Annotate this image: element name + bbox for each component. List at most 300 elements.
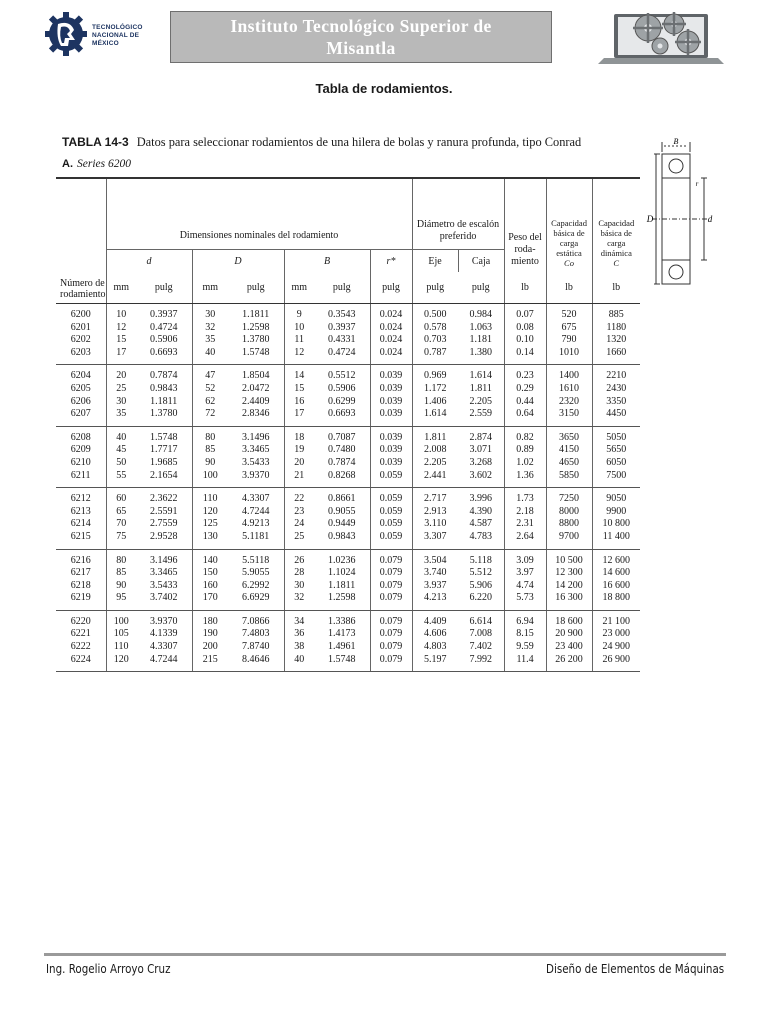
table-cell: 1.5748 (314, 654, 370, 672)
table-row (56, 334, 640, 347)
table-cell: 11 400 (592, 531, 640, 549)
table-cell: 85 (106, 567, 136, 580)
table-cell: 4.783 (458, 531, 504, 549)
table-cell: 1010 (546, 347, 592, 365)
table-row (56, 531, 640, 549)
footer-course: Diseño de Elementos de Máquinas (545, 962, 724, 976)
table-cell: 885 (592, 304, 640, 322)
table-cell: 32 (192, 322, 228, 335)
table-cell: 7.4803 (242, 628, 270, 640)
table-cell: 4.409 (412, 610, 458, 628)
bearing-number-cell: 6201 (70, 321, 91, 333)
table-cell: 0.787 (412, 347, 458, 365)
table-cell: 0.969 (412, 365, 458, 383)
table-cell: 0.9055 (328, 505, 356, 517)
table-cell: 60 (106, 488, 136, 506)
table-cell: 12 (106, 322, 136, 335)
col-eje: Eje (412, 250, 458, 273)
table-cell: 85 (192, 444, 228, 457)
table-row (56, 518, 640, 531)
table-cell: 3.937 (412, 580, 458, 593)
table-cell: 0.8661 (328, 493, 356, 505)
unit-cell: pulg (458, 272, 504, 304)
table-cell: 72 (192, 408, 228, 426)
table-cell: 0.3543 (328, 309, 356, 320)
table-cell: 125 (192, 518, 228, 531)
table-row (56, 365, 640, 383)
table-cell: 0.23 (504, 365, 546, 383)
bearing-number-cell: 6224 (56, 654, 106, 672)
table-cell: 3.5433 (242, 456, 270, 468)
table-cell: 30 (106, 396, 136, 409)
table-cell: 0.079 (370, 641, 412, 654)
table-cell: 34 (284, 610, 314, 628)
table-cell: 0.7874 (150, 370, 178, 382)
table-cell: 1.1811 (328, 579, 356, 591)
table-cell: 3.602 (458, 470, 504, 488)
table-cell: 24 (284, 518, 314, 531)
diagram-label-d: d (707, 214, 713, 224)
table-cell: 3150 (546, 408, 592, 426)
table-cell: 1400 (546, 365, 592, 383)
table-cell: 790 (546, 334, 592, 347)
table-row (56, 549, 640, 567)
table-cell: 5.9055 (242, 567, 270, 579)
table-cell: 0.024 (370, 347, 412, 365)
table-cell: 0.89 (504, 444, 546, 457)
table-cell: 24 900 (592, 641, 640, 654)
table-cell: 150 (192, 567, 228, 580)
table-cell: 190 (192, 628, 228, 641)
table-cell: 20 900 (546, 628, 592, 641)
diagram-label-D: D (646, 214, 654, 224)
table-cell: 9050 (592, 488, 640, 506)
logo-text: TECNOLÓGICO NACIONAL DE MÉXICO (92, 24, 143, 47)
table-cell: 0.500 (412, 304, 458, 322)
unit-cell: pulg (314, 272, 370, 304)
table-cell: 0.059 (370, 488, 412, 506)
table-cell: 1.063 (469, 321, 493, 333)
table-cell: 215 (192, 654, 228, 672)
table-cell: 3.504 (412, 549, 458, 567)
bearing-number-cell: 6219 (56, 592, 106, 610)
table-cell: 7250 (546, 488, 592, 506)
series-label: A. Series 6200 (62, 158, 131, 170)
table-cell: 3.09 (504, 549, 546, 567)
table-cell: 25 (106, 383, 136, 396)
table-cell: 19 (284, 444, 314, 457)
table-cell: 200 (192, 641, 228, 654)
table-cell: 1.02 (504, 457, 546, 470)
header-row-groups (56, 178, 640, 250)
table-cell: 2320 (546, 396, 592, 409)
table-cell: 4.9213 (242, 518, 270, 530)
table-row (56, 304, 640, 322)
table-cell: 65 (106, 506, 136, 519)
table-cell: 70 (106, 518, 136, 531)
table-cell: 16 600 (592, 580, 640, 593)
table-cell: 0.6693 (136, 347, 192, 365)
table-cell: 2.205 (469, 395, 493, 407)
table-cell: 0.039 (370, 383, 412, 396)
table-cell: 5650 (592, 444, 640, 457)
table-cell: 120 (106, 654, 136, 672)
table-cell: 4.213 (412, 592, 458, 610)
table-cell: 1.614 (469, 370, 493, 382)
table-cell: 0.703 (412, 334, 458, 347)
table-cell: 180 (192, 610, 228, 628)
table-cell: 0.8268 (314, 470, 370, 488)
bearing-number-cell: 6204 (70, 370, 91, 382)
table-cell: 0.6693 (314, 408, 370, 426)
table-cell: 4650 (546, 457, 592, 470)
table-cell: 4.3307 (242, 493, 270, 505)
table-cell: 4.74 (504, 580, 546, 593)
bearing-number-cell: 6202 (70, 334, 91, 346)
bearing-number-cell: 6217 (70, 567, 91, 579)
bearing-number-cell: 6210 (70, 456, 91, 468)
bearing-number-cell: 6200 (70, 309, 91, 320)
diagram-label-B: B (673, 137, 679, 146)
table-cell: 12 (284, 347, 314, 365)
table-cell: 3.740 (412, 567, 458, 580)
table-cell: 0.984 (469, 309, 493, 320)
table-cell: 0.039 (370, 408, 412, 426)
table-cell: 3.9370 (228, 470, 284, 488)
table-cell: 0.4331 (328, 334, 356, 346)
table-row (56, 408, 640, 426)
table-cell: 3.97 (504, 567, 546, 580)
table-cell: 18 600 (546, 610, 592, 628)
table-cell: 2.8346 (228, 408, 284, 426)
table-cell: 0.039 (370, 457, 412, 470)
table-cell: 9900 (592, 506, 640, 519)
table-row (56, 347, 640, 365)
table-cell: 1.8504 (242, 370, 270, 382)
table-row (56, 396, 640, 409)
table-cell: 26 200 (546, 654, 592, 672)
table-cell: 95 (106, 592, 136, 610)
table-cell: 26 900 (592, 654, 640, 672)
table-cell: 2.3622 (150, 493, 178, 505)
table-row (56, 470, 640, 488)
table-cell: 9700 (546, 531, 592, 549)
table-cell: 6.94 (504, 610, 546, 628)
table-cell: 1.2598 (314, 592, 370, 610)
table-cell: 62 (192, 396, 228, 409)
bearing-cross-section-diagram (642, 136, 718, 292)
static-capacity-header: Capacidad básica de carga estática Co (546, 178, 592, 272)
table-cell: 1.380 (458, 347, 504, 365)
table-cell: 10 800 (592, 518, 640, 531)
table-cell: 90 (192, 457, 228, 470)
bearing-number-cell: 6213 (70, 505, 91, 517)
nominal-dimensions-header: Dimensiones nominales del rodamiento (106, 178, 412, 250)
unit-cell: lb (592, 272, 640, 304)
institution-banner (170, 11, 552, 63)
table-cell: 0.039 (370, 396, 412, 409)
table-row (56, 610, 640, 628)
table-cell: 0.7087 (328, 431, 356, 443)
document-subtitle: Tabla de rodamientos. (315, 81, 453, 96)
table-cell: 28 (284, 567, 314, 580)
table-cell: 4.803 (412, 641, 458, 654)
table-cell: 23 000 (592, 628, 640, 641)
table-cell: 140 (192, 549, 228, 567)
table-cell: 12 600 (592, 549, 640, 567)
table-cell: 20 (106, 365, 136, 383)
table-cell: 5.1181 (228, 531, 284, 549)
table-cell: 1180 (592, 322, 640, 335)
table-cell: 130 (192, 531, 228, 549)
table-cell: 1320 (592, 334, 640, 347)
table-cell: 1.181 (469, 334, 493, 346)
table-row (56, 580, 640, 593)
table-cell: 36 (284, 628, 314, 641)
table-cell: 2.874 (469, 431, 493, 443)
symbol-B: B (284, 250, 370, 273)
table-cell: 2.9528 (136, 531, 192, 549)
table-cell: 75 (106, 531, 136, 549)
table-cell: 8.15 (504, 628, 546, 641)
table-cell: 47 (192, 365, 228, 383)
table-cell: 3.110 (412, 518, 458, 531)
table-cell: 10 500 (546, 549, 592, 567)
table-cell: 6050 (592, 457, 640, 470)
bearing-table-scan (56, 128, 640, 668)
table-cell: 5.197 (412, 654, 458, 672)
table-cell: 1.7717 (150, 444, 178, 456)
table-cell: 1.1811 (150, 395, 178, 407)
table-cell: 55 (106, 470, 136, 488)
table-cell: 170 (192, 592, 228, 610)
table-cell: 11 (284, 334, 314, 347)
bearing-number-cell: 6212 (70, 493, 91, 505)
table-cell: 40 (284, 654, 314, 672)
table-cell: 45 (106, 444, 136, 457)
table-row (56, 426, 640, 444)
table-cell: 2.008 (412, 444, 458, 457)
symbol-D: D (192, 250, 284, 273)
table-cell: 3650 (546, 426, 592, 444)
table-cell: 32 (284, 592, 314, 610)
table-cell: 17 (284, 408, 314, 426)
table-cell: 35 (106, 408, 136, 426)
table-cell: 0.9843 (150, 382, 178, 394)
table-cell: 0.578 (412, 322, 458, 335)
table-row (56, 654, 640, 672)
table-cell: 1.9685 (150, 456, 178, 468)
table-cell: 40 (106, 426, 136, 444)
table-cell: 0.7480 (328, 444, 356, 456)
dynamic-capacity-header: Capacidad básica de carga dinámica C (592, 178, 640, 272)
unit-cell: lb (504, 272, 546, 304)
table-cell: 7.0866 (242, 615, 270, 627)
unit-cell: lb (546, 272, 592, 304)
table-cell: 5.73 (504, 592, 546, 610)
table-cell: 100 (192, 470, 228, 488)
table-cell: 10 (106, 304, 136, 322)
table-cell: 3350 (592, 396, 640, 409)
table-cell: 6.614 (469, 615, 493, 627)
table-cell: 7500 (592, 470, 640, 488)
table-cell: 0.079 (370, 628, 412, 641)
table-cell: 3.5433 (150, 579, 178, 591)
table-cell: 1.811 (469, 382, 492, 394)
table-cell: 5.512 (469, 567, 493, 579)
table-cell: 0.29 (504, 383, 546, 396)
unit-cell: mm (192, 272, 228, 304)
table-cell: 0.059 (370, 531, 412, 549)
table-cell: 9 (284, 304, 314, 322)
table-cell: 2430 (592, 383, 640, 396)
table-cell: 14 600 (592, 567, 640, 580)
table-cell: 2.0472 (242, 382, 270, 394)
table-cell: 6.2992 (242, 579, 270, 591)
table-cell: 4450 (592, 408, 640, 426)
col-caja: Caja (458, 250, 504, 273)
table-cell: 0.5906 (150, 334, 178, 346)
table-cell: 110 (106, 641, 136, 654)
table-cell: 0.7874 (328, 456, 356, 468)
table-cell: 2.4409 (242, 395, 270, 407)
table-cell: 9.59 (504, 641, 546, 654)
table-cell: 1.1024 (328, 567, 356, 579)
table-cell: 0.079 (370, 580, 412, 593)
table-cell: 30 (284, 580, 314, 593)
table-cell: 1.406 (412, 396, 458, 409)
table-cell: 0.024 (370, 334, 412, 347)
table-cell: 6.6929 (228, 592, 284, 610)
table-cell: 1.614 (412, 408, 458, 426)
unit-cell: pulg (370, 272, 412, 304)
table-row (56, 641, 640, 654)
table-cell: 0.024 (370, 322, 412, 335)
bearing-number-cell: 6215 (56, 531, 106, 549)
table-cell: 0.6299 (328, 395, 356, 407)
table-cell: 3.3465 (242, 444, 270, 456)
laptop-gears-icon (596, 6, 726, 66)
unit-cell: pulg (136, 272, 192, 304)
table-cell: 16 300 (546, 592, 592, 610)
table-cell: 90 (106, 580, 136, 593)
table-cell: 0.07 (504, 304, 546, 322)
table-cell: 17 (106, 347, 136, 365)
bearing-number-cell: 6214 (70, 518, 91, 530)
table-cell: 0.059 (370, 470, 412, 488)
table-row (56, 506, 640, 519)
table-cell: 1.811 (412, 426, 458, 444)
table-cell: 0.5512 (328, 370, 356, 382)
table-cell: 21 100 (592, 610, 640, 628)
table-cell: 1.2598 (242, 321, 270, 333)
table-cell: 21 (284, 470, 314, 488)
table-cell: 2210 (592, 365, 640, 383)
table-row (56, 444, 640, 457)
table-cell: 8000 (546, 506, 592, 519)
table-cell: 0.14 (504, 347, 546, 365)
unit-cell: mm (284, 272, 314, 304)
table-cell: 16 (284, 396, 314, 409)
table-cell: 100 (106, 610, 136, 628)
table-cell: 6.220 (458, 592, 504, 610)
table-cell: 8.4646 (228, 654, 284, 672)
table-cell: 2.559 (458, 408, 504, 426)
shoulder-diameter-header: Diámetro de escalón preferido (412, 178, 504, 250)
table-cell: 23 400 (546, 641, 592, 654)
table-cell: 0.64 (504, 408, 546, 426)
table-row (56, 383, 640, 396)
table-cell: 10 (284, 322, 314, 335)
table-cell: 1.172 (412, 383, 458, 396)
table-cell: 0.3937 (150, 309, 178, 320)
table-row (56, 457, 640, 470)
table-cell: 0.079 (370, 592, 412, 610)
table-cell: 20 (284, 457, 314, 470)
table-cell: 1.4961 (328, 641, 356, 653)
table-cell: 0.4724 (150, 321, 178, 333)
table-cell: 7.8740 (242, 641, 270, 653)
table-cell: 4.3307 (150, 641, 178, 653)
bearing-data-table (56, 177, 640, 672)
table-cell: 0.079 (370, 610, 412, 628)
table-cell: 11.4 (504, 654, 546, 672)
unit-cell: mm (106, 272, 136, 304)
table-cell: 4.1339 (150, 628, 178, 640)
table-cell: 15 (106, 334, 136, 347)
gear-head-icon (44, 10, 88, 58)
table-cell: 1.1811 (242, 309, 270, 320)
table-cell: 0.9843 (314, 531, 370, 549)
table-cell: 0.9449 (328, 518, 356, 530)
table-cell: 2.205 (412, 457, 458, 470)
table-cell: 0.079 (370, 549, 412, 567)
footer-divider (44, 953, 726, 956)
table-cell: 18 800 (592, 592, 640, 610)
table-cell: 1.3780 (242, 334, 270, 346)
table-cell: 25 (284, 531, 314, 549)
table-cell: 3.996 (469, 493, 493, 505)
table-cell: 2.441 (412, 470, 458, 488)
bearing-number-cell: 6211 (56, 470, 106, 488)
table-cell: 120 (192, 506, 228, 519)
bearing-number-cell: 6205 (70, 382, 91, 394)
table-cell: 2.18 (504, 506, 546, 519)
table-cell: 3.3465 (150, 567, 178, 579)
table-cell: 3.268 (469, 456, 493, 468)
table-cell: 2.5591 (150, 505, 178, 517)
table-cell: 1660 (592, 347, 640, 365)
bearing-number-cell: 6203 (56, 347, 106, 365)
table-cell: 3.1496 (150, 554, 178, 566)
header-row-units (56, 272, 640, 304)
symbol-d: d (106, 250, 192, 273)
unit-cell: pulg (228, 272, 284, 304)
table-cell: 4.606 (412, 628, 458, 641)
table-cell: 0.4724 (314, 347, 370, 365)
table-cell: 12 300 (546, 567, 592, 580)
bearing-number-cell: 6206 (70, 395, 91, 407)
symbol-r: r* (370, 250, 412, 273)
table-cell: 1.3780 (136, 408, 192, 426)
bearing-number-cell: 6216 (70, 554, 91, 566)
table-cell: 0.039 (370, 426, 412, 444)
bearing-number-cell: 6222 (70, 641, 91, 653)
table-row (56, 592, 640, 610)
table-cell: 105 (106, 628, 136, 641)
table-cell: 2.913 (412, 506, 458, 519)
table-cell: 0.82 (504, 426, 546, 444)
